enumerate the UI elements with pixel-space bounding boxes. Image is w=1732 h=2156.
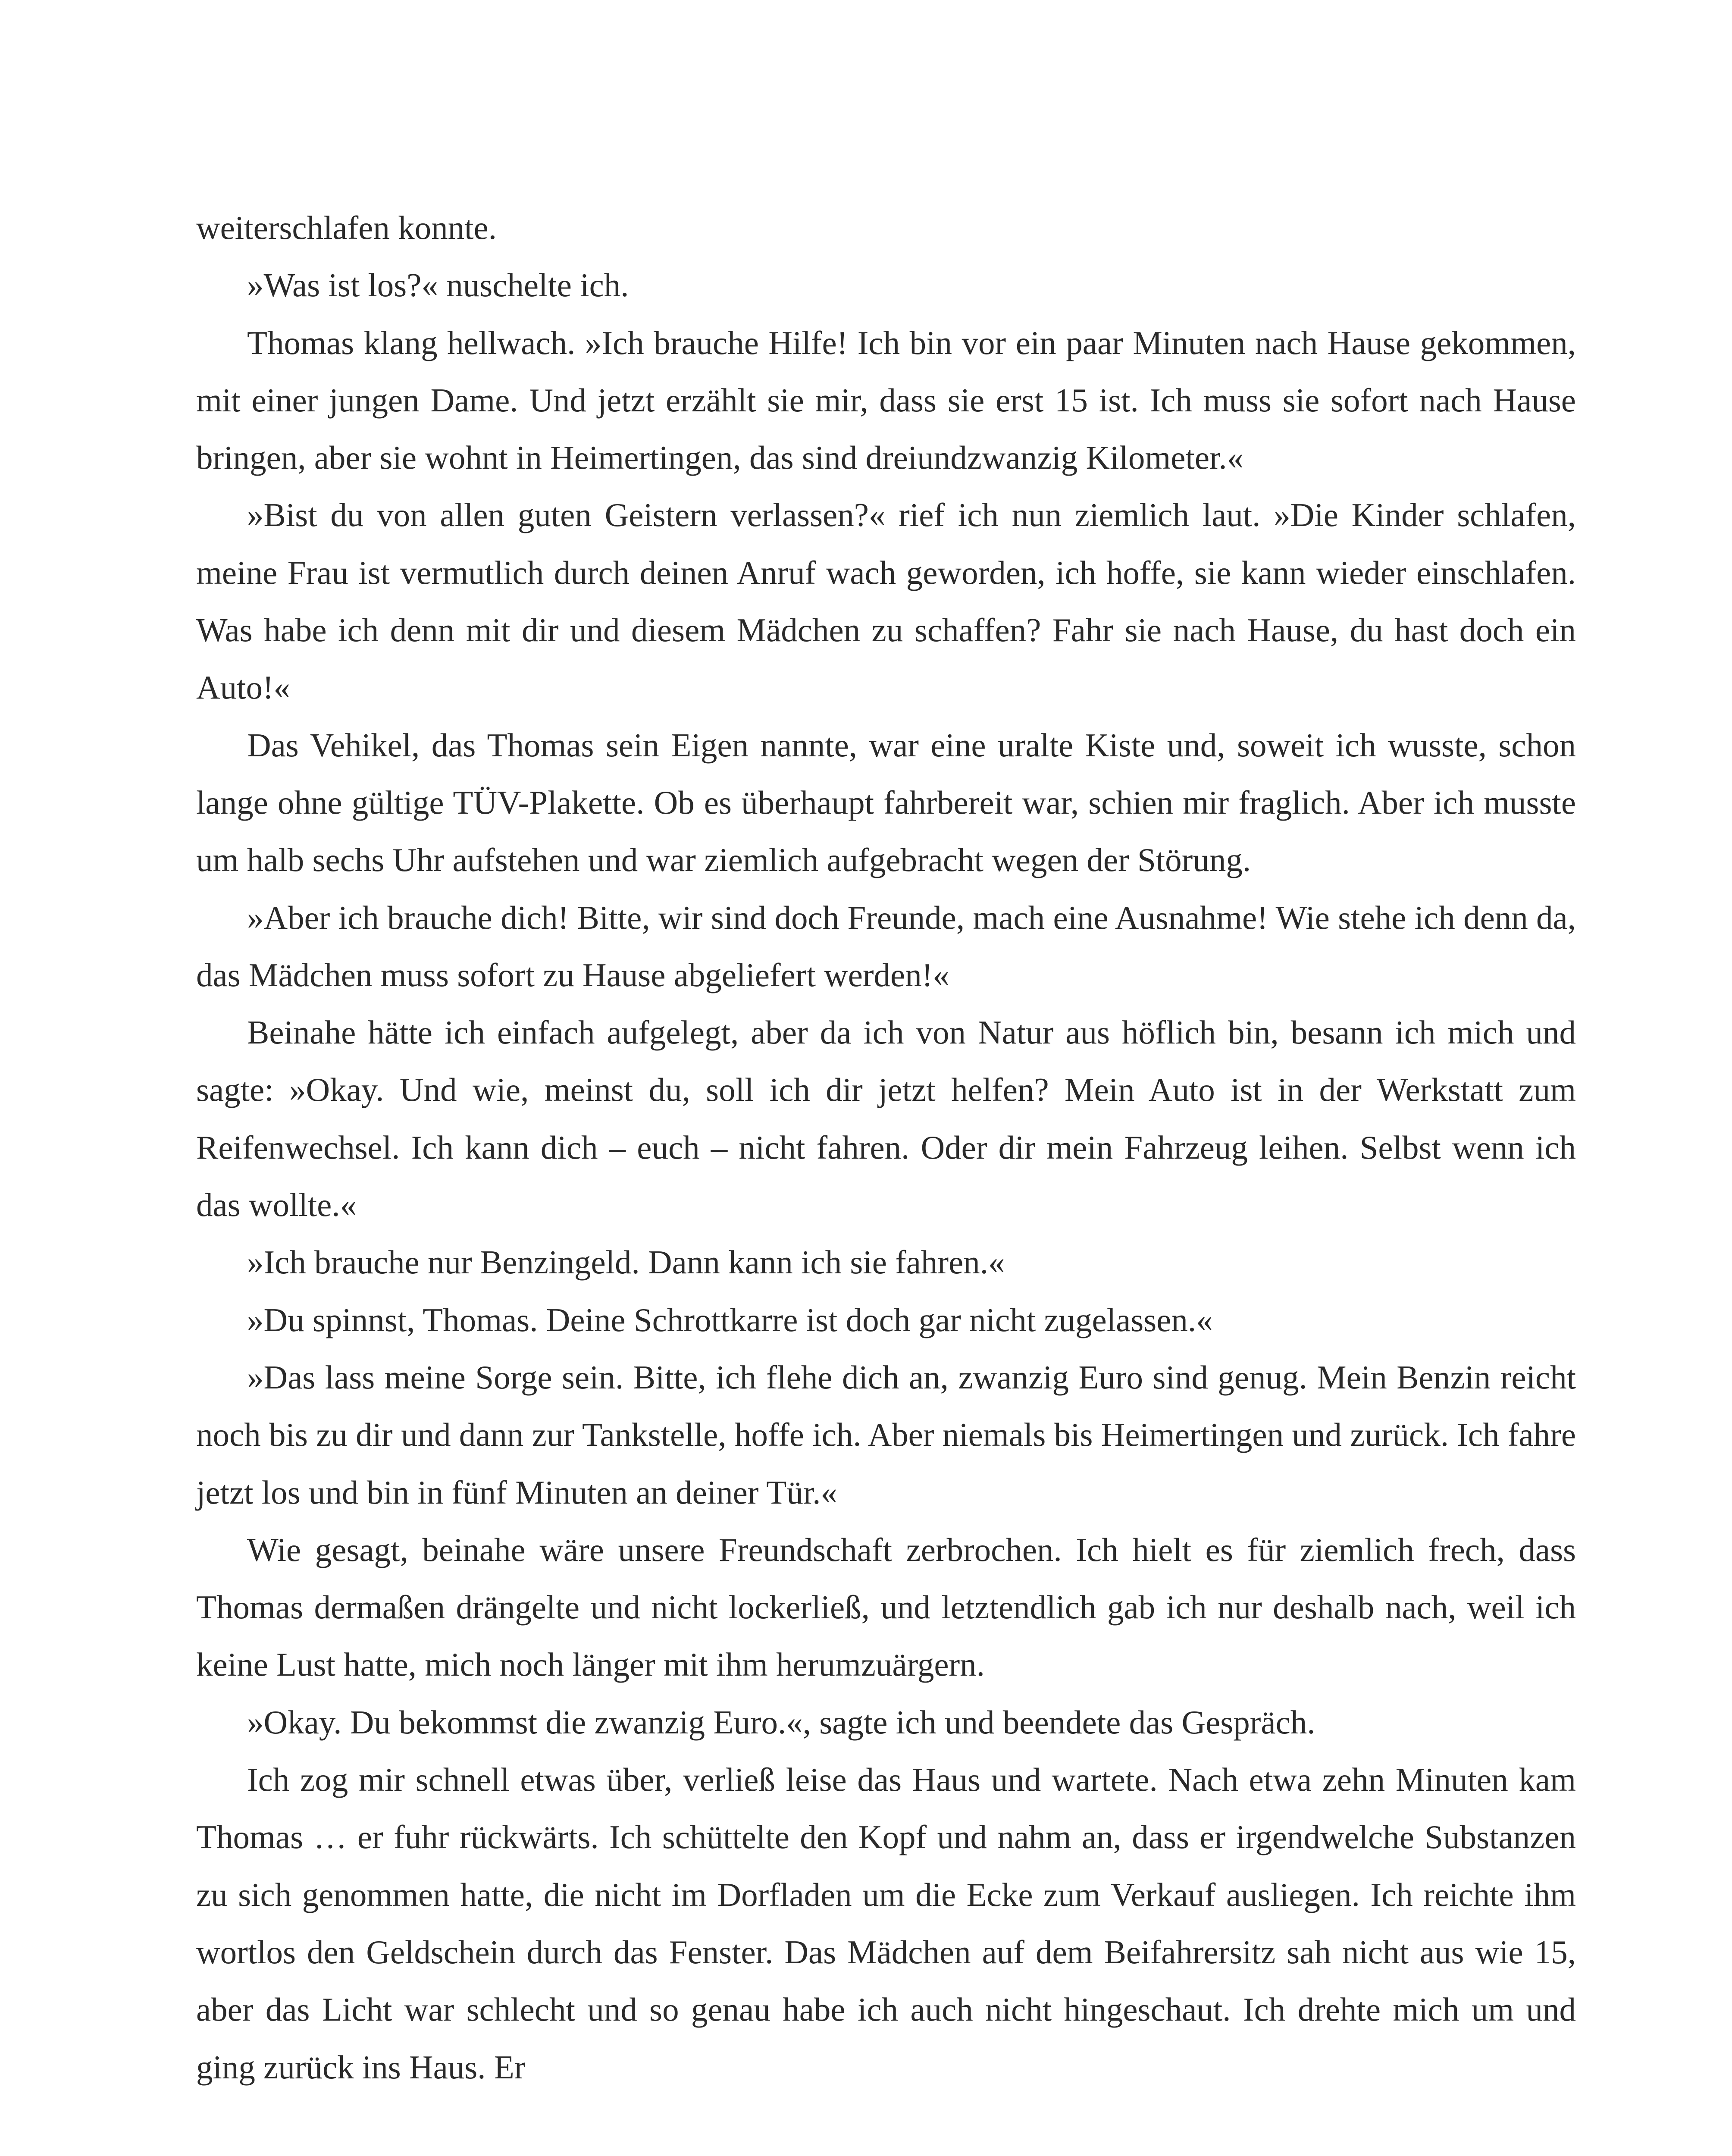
paragraph: »Das lass meine Sorge sein. Bitte, ich flehe dich an, zwanzig Euro sind genug. Mein Benzin reicht noch bis zu dir und dann zur Tankstelle, hoffe ich. Aber niemals bis Heimertingen und zurück. Ich fahre jetzt los und bin in fünf Minuten an deiner Tür.« <box>196 1358 1576 1511</box>
paragraph: weiterschlafen konnte. <box>196 209 497 246</box>
paragraph: »Ich brauche nur Benzingeld. Dann kann ich sie fahren.« <box>247 1244 1005 1281</box>
paragraph: Beinahe hätte ich einfach aufgelegt, aber da ich von Natur aus höflich bin, besann ich mich und sagte: »Okay. Und wie, meinst du, soll ich dir jetzt helfen? Mein Auto ist in der Werkstatt zum Reifenwechsel. Ich kann dich – euch – nicht fahren. Oder dir mein Fahrzeug leihen. Selbst wenn ich das wollte.« <box>196 1014 1576 1224</box>
paragraph: Wie gesagt, beinahe wäre unsere Freundschaft zerbrochen. Ich hielt es für ziemlich frech, dass Thomas dermaßen drängelte und nicht lockerließ, und letztendlich gab ich nur deshalb nach, weil ich keine Lust hatte, mich noch länger mit ihm herumzuärgern. <box>196 1531 1576 1683</box>
paragraph: Thomas klang hellwach. »Ich brauche Hilfe! Ich bin vor ein paar Minuten nach Hause gekommen, mit einer jungen Dame. Und jetzt erzählt sie mir, dass sie erst 15 ist. Ich muss sie sofort nach Hause bringen, aber sie wohnt in Heimertingen, das sind dreiundzwanzig Kilometer.« <box>196 324 1576 476</box>
paragraph: »Bist du von allen guten Geistern verlassen?« rief ich nun ziemlich laut. »Die Kinder schlafen, meine Frau ist vermutlich durch deinen Anruf wach geworden, ich hoffe, sie kann wieder einschlafen. Was habe ich denn mit dir und diesem Mädchen zu schaffen? Fahr sie nach Hause, du hast doch ein Auto!« <box>196 496 1576 706</box>
paragraph: »Aber ich brauche dich! Bitte, wir sind doch Freunde, mach eine Ausnahme! Wie stehe ich denn da, das Mädchen muss sofort zu Hause abgeliefert werden!« <box>196 899 1576 993</box>
paragraph: »Du spinnst, Thomas. Deine Schrottkarre ist doch gar nicht zugelassen.« <box>247 1301 1213 1338</box>
paragraph: »Was ist los?« nuschelte ich. <box>247 266 629 304</box>
paragraph: Ich zog mir schnell etwas über, verließ leise das Haus und wartete. Nach etwa zehn Minuten kam Thomas … er fuhr rückwärts. Ich schüttelte den Kopf und nahm an, dass er irgendwelche Substanzen zu sich genommen hatte, die nicht im Dorfladen um die Ecke zum Verkauf ausliegen. Ich reichte ihm wortlos den Geldschein durch das Fenster. Das Mädchen auf dem Beifahrersitz sah nicht aus wie 15, aber das Licht war schlecht und so genau habe ich auch nicht hingeschaut. Ich drehte mich um und ging zurück ins Haus. Er <box>196 1761 1576 2086</box>
paragraph: »Okay. Du bekommst die zwanzig Euro.«, sagte ich und beendete das Gespräch. <box>247 1703 1315 1741</box>
body-text <box>196 199 1576 2096</box>
paragraph: Das Vehikel, das Thomas sein Eigen nannte, war eine uralte Kiste und, soweit ich wusste, schon lange ohne gültige TÜV-Plakette. Ob es überhaupt fahrbereit war, schien mir fraglich. Aber ich musste um halb sechs Uhr aufstehen und war ziemlich aufgebracht wegen der Störung. <box>196 726 1576 879</box>
